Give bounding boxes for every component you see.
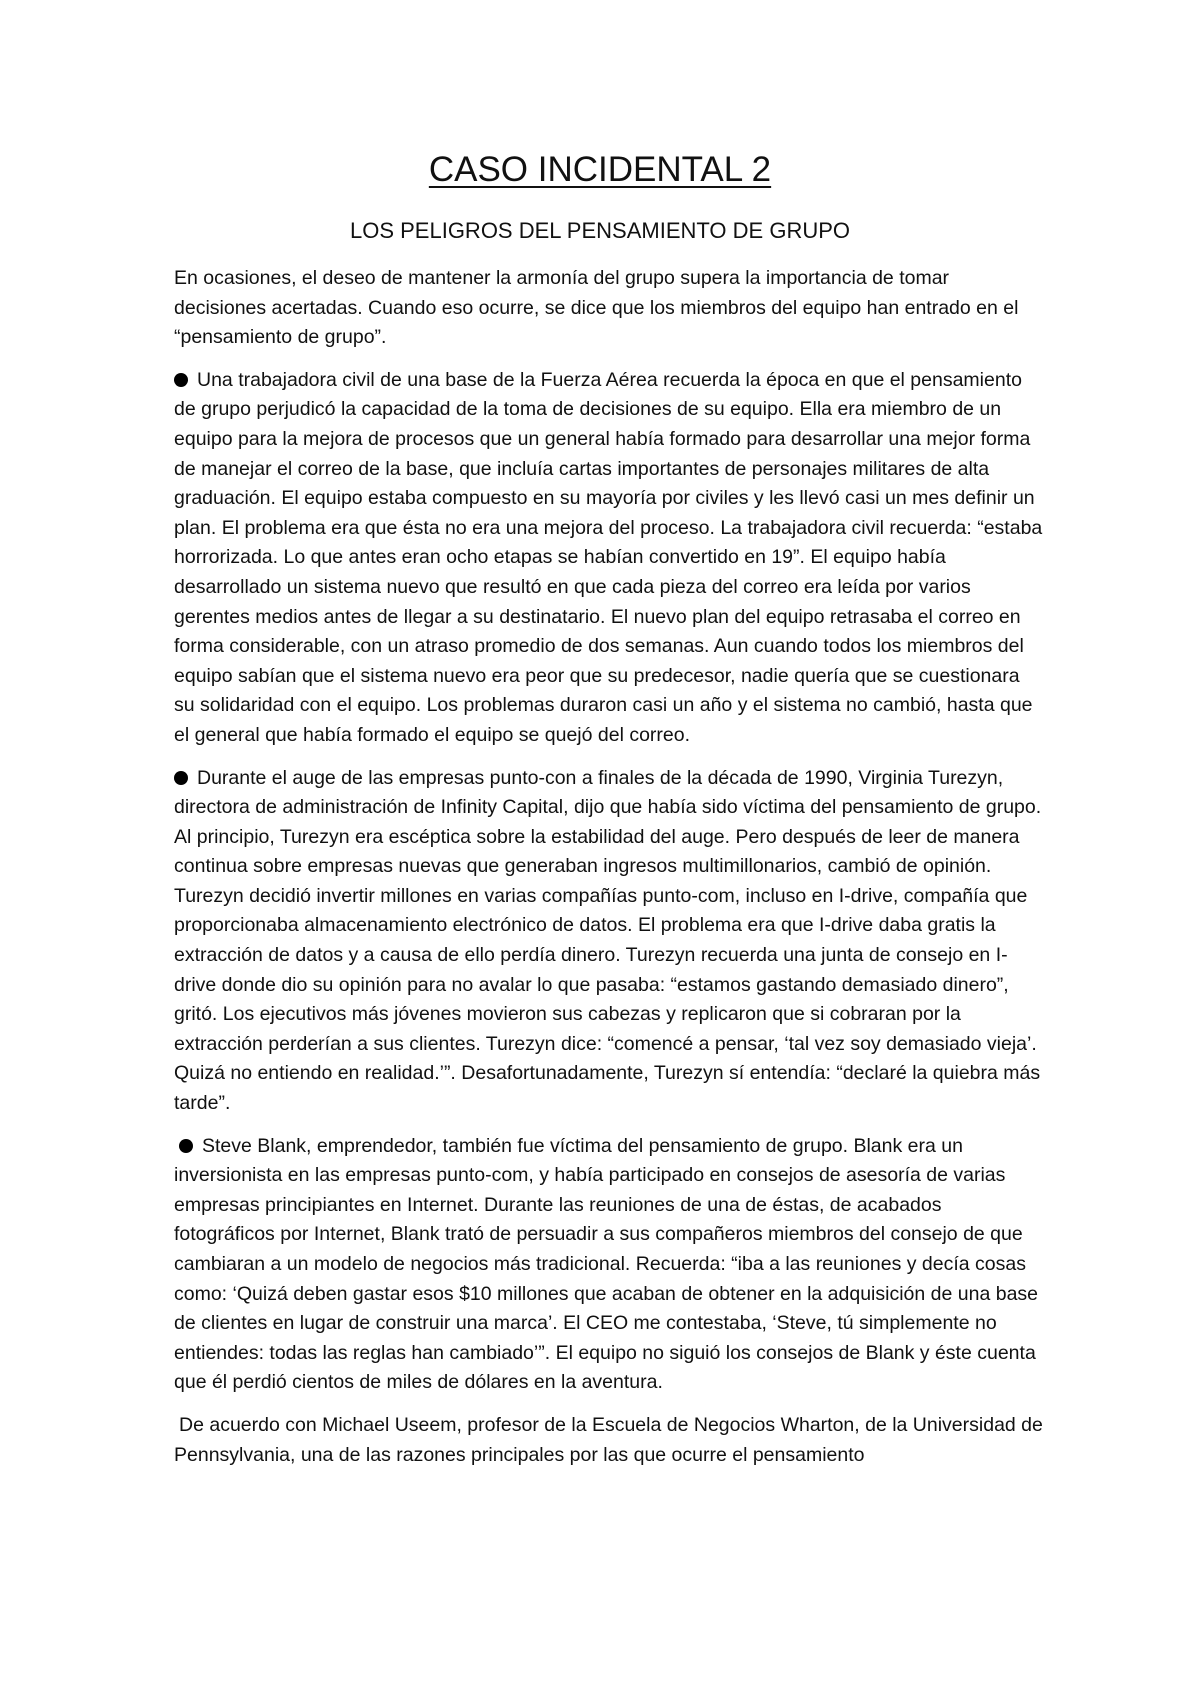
case-3-text: Steve Blank, emprendedor, también fue víctima del pensamiento de grupo. Blank era un inversionista en las empresas punto-com, y había participado en consejos de asesoría de varias empresas principiantes en Internet. Durante las reuniones de una de éstas, de acabados fotográficos por Internet, Blank trató de persuadir a sus compañeros miembros del consejo de que cambiaran a un modelo de negocios más tradicional. Recuerda: “iba a las reuniones y decía cosas como: ‘Quizá deben gastar esos $10 millones que acaban de obtener en la adquisición de una base de clientes en lugar de construir una marca’. El CEO me contestaba, ‘Steve, tú simplemente no entiendes: todas las reglas han cambiado’”. El equipo no siguió los consejos de Blank y éste cuenta que él perdió cientos de miles de dólares en la aventura. <box>174 1134 1039 1394</box>
case-paragraph-3 <box>174 1132 1044 1398</box>
document-body <box>174 264 1044 1483</box>
bullet-icon <box>174 771 188 785</box>
intro-paragraph <box>174 264 1044 353</box>
intro-text: En ocasiones, el deseo de mantener la armonía del grupo supera la importancia de tomar decisiones acertadas. Cuando eso ocurre, se dice que los miembros del equipo han entrado en el “pensamiento de grupo”. <box>174 267 1019 349</box>
document-subtitle: LOS PELIGROS DEL PENSAMIENTO DE GRUPO <box>349 218 851 243</box>
case-1-text: Una trabajadora civil de una base de la Fuerza Aérea recuerda la época en que el pensamiento de grupo perjudicó la capacidad de la toma de decisiones de su equipo. Ella era miembro de un equipo para la mejora de procesos que un general había formado para desarrollar una mejor forma de manejar el correo de la base, que incluía cartas importantes de personajes militares de alta graduación. El equipo estaba compuesto en su mayoría por civiles y les llevó casi un mes definir un plan. El problema era que ésta no era una mejora del proceso. La trabajadora civil recuerda: “estaba horrorizada. Lo que antes eran ocho etapas se habían convertido en 19”. El equipo había desarrollado un sistema nuevo que resultó en que cada pieza del correo era leída por varios gerentes medios antes de llegar a su destinatario. El nuevo plan del equipo retrasaba el correo en forma considerable, con un atraso promedio de dos semanas. Aun cuando todos los miembros del equipo sabían que el sistema nuevo era peor que su predecesor, nadie quería que se cuestionara su solidaridad con el equipo. Los problemas duraron casi un año y el sistema no cambió, hasta que el general que había formado el equipo se quejó del correo. <box>174 368 1043 746</box>
case-paragraph-2 <box>174 764 1044 1119</box>
closing-paragraph <box>174 1411 1044 1470</box>
case-2-text: Durante el auge de las empresas punto-con a finales de la década de 1990, Virginia Turezyn, directora de administración de Infinity Capital, dijo que había sido víctima del pensamiento de grupo. Al principio, Turezyn era escéptica sobre la estabilidad del auge. Pero después de leer de manera continua sobre empresas nuevas que generaban ingresos multimillonarios, cambió de opinión. Turezyn decidió invertir millones en varias compañías punto-com, incluso en I-drive, compañía que proporcionaba almacenamiento electrónico de datos. El problema era que I-drive daba gratis la extracción de datos y a causa de ello perdía dinero. Turezyn recuerda una junta de consejo en I-drive donde dio su opinión para no avalar lo que pasaba: “estamos gastando demasiado dinero”, gritó. Los ejecutivos más jóvenes movieron sus cabezas y replicaron que si cobraran por la extracción perderían a sus clientes. Turezyn dice: “comencé a pensar, ‘tal vez soy demasiado vieja’. Quizá no entiendo en realidad.’”. Desafortunadamente, Turezyn sí entendía: “declaré la quiebra más tarde”. <box>174 766 1042 1115</box>
bullet-icon <box>179 1139 193 1153</box>
bullet-icon <box>174 373 188 387</box>
closing-text: De acuerdo con Michael Useem, profesor de la Escuela de Negocios Wharton, de la Universidad de Pennsylvania, una de las razones principales por las que ocurre el pensamiento <box>174 1413 1043 1466</box>
document-title: CASO INCIDENTAL 2 <box>428 150 772 189</box>
case-paragraph-1 <box>174 366 1044 751</box>
